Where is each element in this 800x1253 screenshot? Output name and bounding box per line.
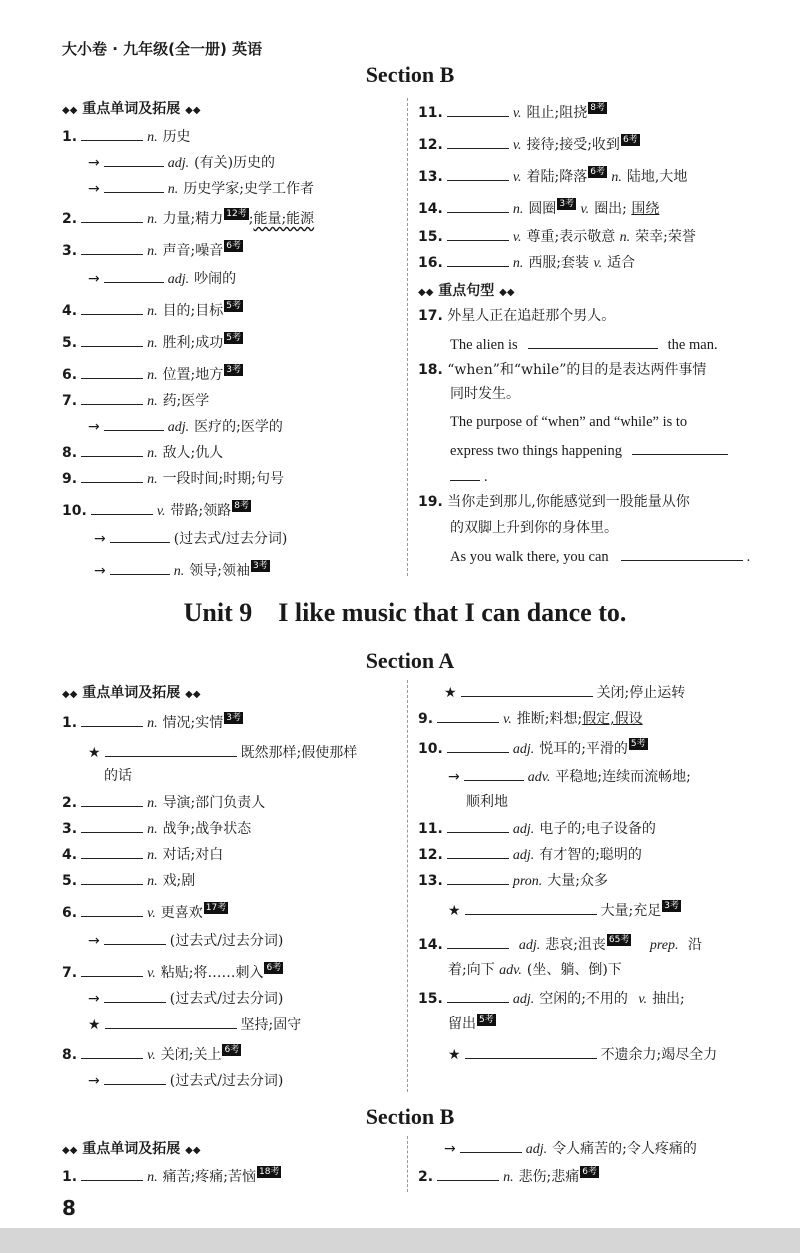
answer-blank[interactable] [437, 1166, 499, 1181]
a-item-7-phrase: ★ 坚持;固守 [88, 1014, 301, 1035]
answer-blank[interactable] [447, 226, 509, 241]
exam-frequency-badge: 5考 [226, 333, 242, 343]
exam-frequency-badge: 5考 [630, 739, 646, 749]
answer-blank[interactable] [105, 1014, 237, 1029]
item-4: 4. n. 目的;目标 5考 [62, 301, 242, 319]
a-item-8-past: → (过去式/过去分词) [88, 1070, 283, 1091]
a-item-3: 3. n. 战争;战争状态 [62, 818, 251, 840]
sentence-18-en-1: The purpose of “when” and “while” is to [450, 414, 688, 430]
item-14: 14. n. 圆圈 3考 v. 圈出; 围绕 [418, 199, 660, 217]
exam-frequency-badge: 6考 [622, 135, 638, 145]
column-divider [407, 680, 408, 1092]
answer-blank[interactable] [450, 466, 480, 481]
answer-blank[interactable] [81, 902, 143, 917]
item-13: 13. v. 着陆;降落 6考 n. 陆地,大地 [418, 167, 688, 185]
exam-frequency-badge: 12考 [226, 209, 247, 219]
answer-blank[interactable] [104, 988, 166, 1003]
a-item-14-cont: 着;向下 adv. (坐、躺、倒)下 [448, 962, 622, 978]
answer-blank[interactable] [447, 934, 509, 949]
answer-blank[interactable] [104, 930, 166, 945]
section-title: Section A [365, 648, 455, 673]
answer-blank[interactable] [81, 468, 143, 483]
sentence-18-cn-cont: 同时发生。 [450, 386, 520, 402]
subheading-words: ◆◆ 重点单词及拓展 ◆◆ [62, 685, 201, 701]
answer-blank[interactable] [447, 198, 509, 213]
answer-blank[interactable] [447, 166, 509, 181]
exam-frequency-badge: 65考 [608, 935, 630, 945]
answer-blank[interactable] [110, 560, 170, 575]
answer-blank[interactable] [447, 844, 509, 859]
item-3-derived: → adj. 吵闹的 [88, 268, 236, 290]
a-item-6: 6. v. 更喜欢 17考 [62, 903, 227, 921]
answer-blank[interactable] [104, 268, 164, 283]
exam-frequency-badge: 3考 [252, 561, 268, 571]
section-title: Section B [365, 62, 455, 87]
answer-blank[interactable] [81, 1166, 143, 1181]
a-item-15: 15. adj. 空闲的;不用的 v. 抽出; [418, 988, 685, 1010]
answer-blank[interactable] [465, 1044, 597, 1059]
item-5: 5. n. 胜利;成功 5考 [62, 333, 242, 351]
b-item-2: 2. n. 悲伤;悲痛 6考 [418, 1167, 598, 1185]
answer-blank[interactable] [105, 742, 237, 757]
item-7: 7. n. 药;医学 [62, 390, 209, 412]
a-item-7: 7. v. 粘贴;将……刺入 6考 [62, 963, 282, 981]
item-12: 12. v. 接待;接受;收到 6考 [418, 135, 638, 153]
bottom-bar [0, 1228, 800, 1253]
answer-blank[interactable] [460, 1138, 522, 1153]
sentence-18-en-2: express two things happening [450, 440, 732, 461]
sentence-17-cn: 17. 外星人正在追赶那个男人。 [418, 308, 616, 324]
a-item-10-derived-cont: 顺利地 [466, 794, 508, 810]
column-divider [407, 98, 408, 576]
item-3: 3. n. 声音;噪音 6考 [62, 241, 242, 259]
answer-blank[interactable] [104, 416, 164, 431]
exam-frequency-badge: 5考 [479, 1015, 494, 1025]
subheading-words: ◆◆ 重点单词及拓展 ◆◆ [62, 101, 201, 117]
subheading-sentences: ◆◆ 重点句型 ◆◆ [418, 283, 515, 299]
a-item-1-phrase-cont: 的话 [104, 768, 132, 784]
a-item-15-phrase: ★ 不遗余力;竭尽全力 [448, 1044, 717, 1065]
answer-blank[interactable] [81, 442, 143, 457]
item-11: 11. v. 阻止;阻挠 8考 [418, 103, 605, 121]
item-8: 8. n. 敌人;仇人 [62, 442, 223, 464]
unit-title: Unit 9 I like music that I can dance to. [183, 598, 627, 627]
a-item-2: 2. n. 导演;部门负责人 [62, 792, 265, 814]
subheading-words: ◆◆ 重点单词及拓展 ◆◆ [62, 1141, 201, 1157]
answer-blank[interactable] [464, 766, 524, 781]
answer-blank[interactable] [447, 818, 509, 833]
sentence-18-en-3: . [450, 466, 488, 487]
answer-blank[interactable] [81, 364, 143, 379]
a-item-1-phrase: ★ 既然那样;假使那样 [88, 742, 357, 763]
exam-frequency-badge: 3考 [664, 901, 680, 911]
sentence-19-cn: 19. 当你走到那儿,你能感觉到一股能量从你 [418, 494, 690, 510]
answer-blank[interactable] [621, 546, 743, 561]
sentence-17-en: The alien is the man. [450, 334, 718, 355]
answer-blank[interactable] [447, 252, 509, 267]
a-item-11: 11. adj. 电子的;电子设备的 [418, 818, 656, 840]
answer-blank[interactable] [81, 332, 143, 347]
exam-frequency-badge: 3考 [226, 365, 242, 375]
item-1: 1. n. 历史 [62, 126, 191, 148]
answer-blank[interactable] [81, 818, 143, 833]
answer-blank[interactable] [461, 682, 593, 697]
answer-blank[interactable] [81, 870, 143, 885]
answer-blank[interactable] [447, 102, 509, 117]
b-item-1: 1. n. 痛苦;疼痛;苦恼 18考 [62, 1167, 280, 1185]
answer-blank[interactable] [447, 134, 509, 149]
answer-blank[interactable] [81, 208, 143, 223]
answer-blank[interactable] [110, 528, 170, 543]
a-item-9: 9. v. 推断;料想;假定,假设 [418, 708, 643, 730]
item-10-past: → (过去式/过去分词) [94, 528, 287, 549]
item-9: 9. n. 一段时间;时期;句号 [62, 468, 284, 490]
answer-blank[interactable] [447, 870, 509, 885]
b-item-1-derived: → adj. 令人痛苦的;令人疼痛的 [444, 1138, 697, 1160]
a-item-5: 5. n. 戏;剧 [62, 870, 195, 892]
answer-blank[interactable] [104, 1070, 166, 1085]
item-10: 10. v. 带路;领路 8考 [62, 501, 249, 519]
a-item-13-phrase: ★ 大量;充足 3考 [448, 901, 680, 919]
item-1-derived-a: → adj. (有关)历史的 [88, 152, 275, 174]
a-item-7-past: → (过去式/过去分词) [88, 988, 283, 1009]
sentence-19-cn-cont: 的双脚上升到你的身体里。 [450, 520, 618, 536]
exam-frequency-badge: 5考 [226, 301, 242, 311]
exam-frequency-badge: 6考 [582, 1167, 598, 1177]
page-header: 大小卷 · 九年级(全一册) 英语 [62, 40, 263, 58]
item-16: 16. n. 西服;套装 v. 适合 [418, 252, 635, 274]
answer-blank[interactable] [81, 962, 143, 977]
a-item-10-derived: → adv. 平稳地;连续而流畅地; [448, 766, 691, 788]
item-10-derived: → n. 领导;领袖 3考 [94, 561, 268, 579]
exam-frequency-badge: 6考 [224, 1045, 240, 1055]
a-item-13: 13. pron. 大量;众多 [418, 870, 608, 892]
item-15: 15. v. 尊重;表示敬意 n. 荣幸;荣誉 [418, 226, 696, 248]
answer-blank[interactable] [81, 844, 143, 859]
item-1-derived-b: → n. 历史学家;史学工作者 [88, 178, 314, 200]
a-item-6-past: → (过去式/过去分词) [88, 930, 283, 951]
item-2: 2. n. 力量;精力 12考 ;能量;能源 [62, 209, 315, 227]
answer-blank[interactable] [437, 708, 499, 723]
exam-frequency-badge: 6考 [590, 167, 605, 177]
exam-frequency-badge: 17考 [205, 903, 227, 913]
exam-frequency-badge: 8考 [590, 103, 605, 113]
a-item-8-phrase: ★ 关闭;停止运转 [444, 682, 685, 703]
a-item-15-cont: 留出 5考 [448, 1015, 494, 1032]
a-item-1: 1. n. 情况;实情 3考 [62, 713, 242, 731]
a-item-4: 4. n. 对话;对白 [62, 844, 223, 866]
item-7-derived: → adj. 医疗的;医学的 [88, 416, 283, 438]
exam-frequency-badge: 8考 [234, 501, 249, 511]
answer-blank[interactable] [91, 500, 153, 515]
answer-blank[interactable] [465, 900, 597, 915]
exam-frequency-badge: 6考 [226, 241, 242, 251]
answer-blank[interactable] [104, 152, 164, 167]
answer-blank[interactable] [104, 178, 164, 193]
answer-blank[interactable] [528, 334, 658, 349]
answer-blank[interactable] [632, 440, 728, 455]
a-item-10: 10. adj. 悦耳的;平滑的 5考 [418, 739, 646, 757]
answer-blank[interactable] [81, 126, 143, 141]
item-6: 6. n. 位置;地方 3考 [62, 365, 242, 383]
page-number: 8 [62, 1196, 76, 1220]
answer-blank[interactable] [81, 1044, 143, 1059]
section-title: Section B [365, 1104, 455, 1129]
sentence-19-en: As you walk there, you can . [450, 546, 750, 567]
answer-blank[interactable] [81, 390, 143, 405]
a-item-14: 14. adj. 悲哀;沮丧 65考 prep. 沿 [418, 935, 702, 953]
answer-blank[interactable] [81, 300, 143, 315]
exam-frequency-badge: 3考 [226, 713, 242, 723]
answer-blank[interactable] [81, 240, 143, 255]
answer-blank[interactable] [81, 712, 143, 727]
sentence-18-cn: 18. “when”和“while”的目的是表达两件事情 [418, 362, 707, 378]
exam-frequency-badge: 3考 [559, 199, 575, 209]
exam-frequency-badge: 18考 [259, 1167, 280, 1177]
answer-blank[interactable] [447, 738, 509, 753]
a-item-8: 8. v. 关闭;关上 6考 [62, 1045, 240, 1063]
column-divider [407, 1136, 408, 1192]
a-item-12: 12. adj. 有才智的;聪明的 [418, 844, 642, 866]
exam-frequency-badge: 6考 [266, 963, 282, 973]
answer-blank[interactable] [447, 988, 509, 1003]
answer-blank[interactable] [81, 792, 143, 807]
